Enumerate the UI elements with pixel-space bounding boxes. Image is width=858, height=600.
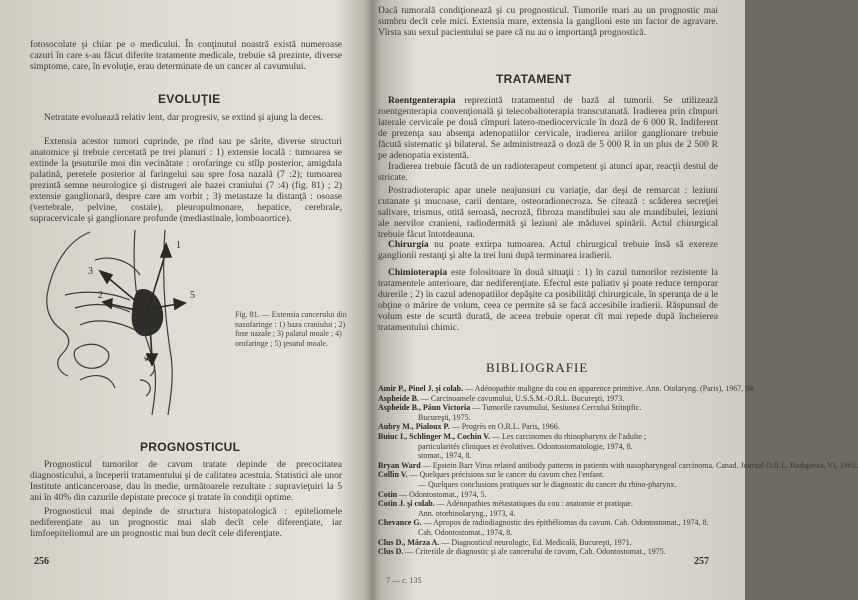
radiotherapy-lead: Roentgenterapia (388, 96, 456, 106)
bibliography-entry: Cotin J. şi colab. — Adénopathies métastatiques du cou : anatomie et pratique. (378, 499, 633, 509)
figure-81-diagram (40, 230, 240, 415)
bibliography-list (378, 384, 858, 557)
intro-paragraph: fotosocolate şi chiar pe o medicului. În conţinutul noastră există numeroase cazuri în care s-au făcut diferite tratamente medicale, trebuie să prezinte, diverse simptome, care, în evoluţie, erau determinate de un cancer al cavumului. (30, 40, 342, 72)
right-page (368, 0, 858, 600)
chemotherapy-paragraph (378, 268, 718, 334)
figure-81-caption: Fig. 81. — Extensia cancerului din nasofaringe : 1) baza craniului ; 2) fose nazale ; 3) palatul moale ; 4) orofaringe ; 5) ţesutul moale. (235, 310, 347, 348)
bibliography-entry: Aubry M., Pialoux P. — Progrès en O.R.L. Paris, 1966. (378, 422, 560, 432)
evolution-paragraph-2: Extensia acestor tumori cuprinde, pe rînd sau pe sărite, diverse structuri anatomice şi trebuie cercetată pe trei planuri : 1) extensie locală : tumoarea se extinde la ţesuturile moi din vecinătate : orofaringe cu stîlp posterior, amigdala palatină, peretele posterior al faringelui sau spre fosa nazală (7 :2); tumoarea prezintă semne neurologice şi distrugeri ale bazei craniului (7 :4) (fig. 81) ; 2) extensie ganglionară, despre care am vorbit ; 3) metastaze la distanţă : osoase (vertebrale, pelvine, costale), pleuropulmonare, hepatice, cerebrale, supracervicale şi ganglionare profunde (mediastinale, lomboaortice). (30, 137, 342, 224)
figure-label-2: 2 (98, 290, 103, 301)
footer-signature-mark: 7 — c. 135 (386, 576, 422, 585)
bibliography-entry: Chevance G. — Apropos de radiodiagnostic des épithéliomas du cavum. Cah. Odontostomat., 1974, 8. (378, 518, 709, 528)
surgery-paragraph (378, 240, 718, 262)
figure-label-1: 1 (176, 240, 181, 251)
bibliography-heading: BIBLIOGRAFIE (486, 360, 589, 375)
bibliography-entry: Ann. otorhinolaryng., 1973, 4. (418, 508, 516, 518)
prognosis-paragraph-1: Prognosticul tumorilor de cavum tratate depinde de precocitatea diagnosticului, a începerii tratamentului şi de calitatea acestuia. Statistici ale unor Institute anticanceroase, dau în medie, următoarele rezultate : supravieţuiri la 5 ani în 40% din cazurile depistate precoce şi tratate în condiţii optime. (30, 460, 342, 503)
right-top-paragraph: Dacă tumorală condiţionează şi cu prognosticul. Tumorile mari au un prognostic mai sumbru decît cele mici. Extensia mare, extensia la ganglioni este un factor de agravare. Vîrsta sau sexul pacientului se pare că nu au o importanţă prognostică. (378, 6, 718, 38)
figure-label-4: 4 (144, 352, 149, 363)
bibliography-entry: — Quelques conclusions pratiques sur le diagnostic du cancer du rhino-pharynx. (418, 479, 677, 489)
prognosis-paragraph-2: Prognosticul mai depinde de structura histopatologică : epiteliomele nediferenţiate au un prognostic mai slab decît cele diferenţiate, iar limfoepiteliomul are un prognostic mai bun decît cele diferenţiate. (30, 507, 342, 539)
bibliography-entry: Clus D., Mârza A. — Diagnosticul neurologic, Ed. Medicală, Bucureşti, 1971. (378, 537, 632, 547)
left-page (0, 0, 366, 600)
radiotherapy-paragraph-2: Iradierea trebuie făcută de un radioterapeut competent şi atunci apar, reacţii destul de stricate. (378, 162, 718, 183)
evolution-heading: EVOLUŢIE (158, 92, 221, 106)
radiotherapy-paragraph (378, 96, 718, 162)
prognosis-heading: PROGNOSTICUL (140, 440, 241, 454)
bibliography-entry: Bryan Ward — Epstein Barr Virus related antibody patterns in patients with nasopharyngeal carcinoma. Canad. Journal O.R.L. Budapesta, VI, 1965. (378, 460, 858, 470)
bibliography-entry: Buiuc I., Schlinger M., Cochin V. — Les carcinomes du rhinopharynx de l'adulte ; (378, 431, 647, 441)
bibliography-entry: particularités cliniques et évolutives. Odontostomatologie, 1974, 8. (418, 441, 633, 451)
bibliography-entry: Cotin — Odontostomat., 1974, 5. (378, 489, 487, 499)
bibliography-entry: stomat., 1974, 8. (418, 451, 472, 461)
radiotherapy-paragraph-3: Postradioterapic apar unele neajunsuri cu variaţie, dar deşi de remarcat : leziuni cutanate şi mucoase, carii dentare, osteoradionecroza. Se citează : scăderea secreţiei salivare, trismus, otită seroasă, necroză, fibroza mandibulei sau ale mandibulei, leziuni ale nervilor cranieni, radiodermită şi leziuni ale măduvei spinării. Actul chirurgical trebuie făcut întotdeauna. (378, 186, 718, 240)
chemotherapy-text: este folositoare în două situaţii : 1) în cazul tumorilor rezistente la tratamentele anterioare, dar nediferenţiate. Efectul este paliativ şi poate reduce temporar durerile ; 2) în cazul adenopatiilor depăşite ca posibilităţi chirurgicale, în speranţa de a le obţine o mărire de volum, ceea ce permite să se facă accesibile iradierii. Răspunsul de volum este de scurtă durată, de aceea trebuie operat cît mai repede după încheierea tratamentului chimic. (378, 268, 718, 333)
surgery-lead: Chirurgia (388, 240, 429, 250)
figure-label-5: 5 (190, 290, 195, 301)
bibliography-entry: Bucureşti, 1975. (418, 412, 471, 422)
treatment-heading: TRATAMENT (496, 72, 572, 86)
evolution-paragraph-1: Netratate evoluează relativ lent, dar progresiv, se extind şi ajung la deces. (44, 113, 323, 123)
chemotherapy-lead: Chimioterapia (388, 268, 448, 278)
right-page-number: 257 (694, 556, 709, 567)
radiotherapy-text: reprezintă tratamentul de bază al tumorii. Se utilizează roentgenterapia convenţională şi telecobaltoterapia transcutanată. Iradierea prin cîmpuri laterale cervicale pe două cîmpuri latero-mediocervicale în doză de 6 000 R. Indiferent de prezenţa sau absenţa adenopatiilor cervicale, iradierea ariilor ganglionare trebuie făcută sistematic şi bilateral. Se administrează o doză de 5 000 R în un plus de 2 500 R pe adenopatia existentă. (378, 96, 718, 161)
bibliography-entry: Aspheide B. — Carcinoamele cavumului, U.S.S.M.-O.R.L. Bucureşti, 1973. (378, 393, 625, 403)
figure-label-3: 3 (88, 266, 93, 277)
bibliography-entry: Cah. Odontostomat., 1974, 8. (418, 527, 513, 537)
bibliography-entry: Aspheide B., Păun Victoria — Tumorile cavumului, Sesiunea Cercului Stiinţific. (378, 403, 642, 413)
bibliography-entry: Amir P., Pinel J. şi colab. — Adénopathie maligne du cou en apparence primitive. Ann. Otolaryng. (Paris), 1967, 84. (378, 384, 756, 393)
surgery-text: nu poate extirpa tumoarea. Actul chirurgical trebuie însă să exereze ganglionii restanţi şi alte la trei luni după terminarea iradierii. (378, 240, 718, 261)
bibliography-entry: Collin V. — Quelques précisions sur le cancer du cavum chez l'enfant. (378, 470, 605, 480)
bibliography-entry: Clus D. — Criteriile de diagnostic şi ale cancerului de cavum, Cah. Odontostomat., 1975. (378, 547, 666, 557)
left-page-number: 256 (34, 556, 49, 567)
